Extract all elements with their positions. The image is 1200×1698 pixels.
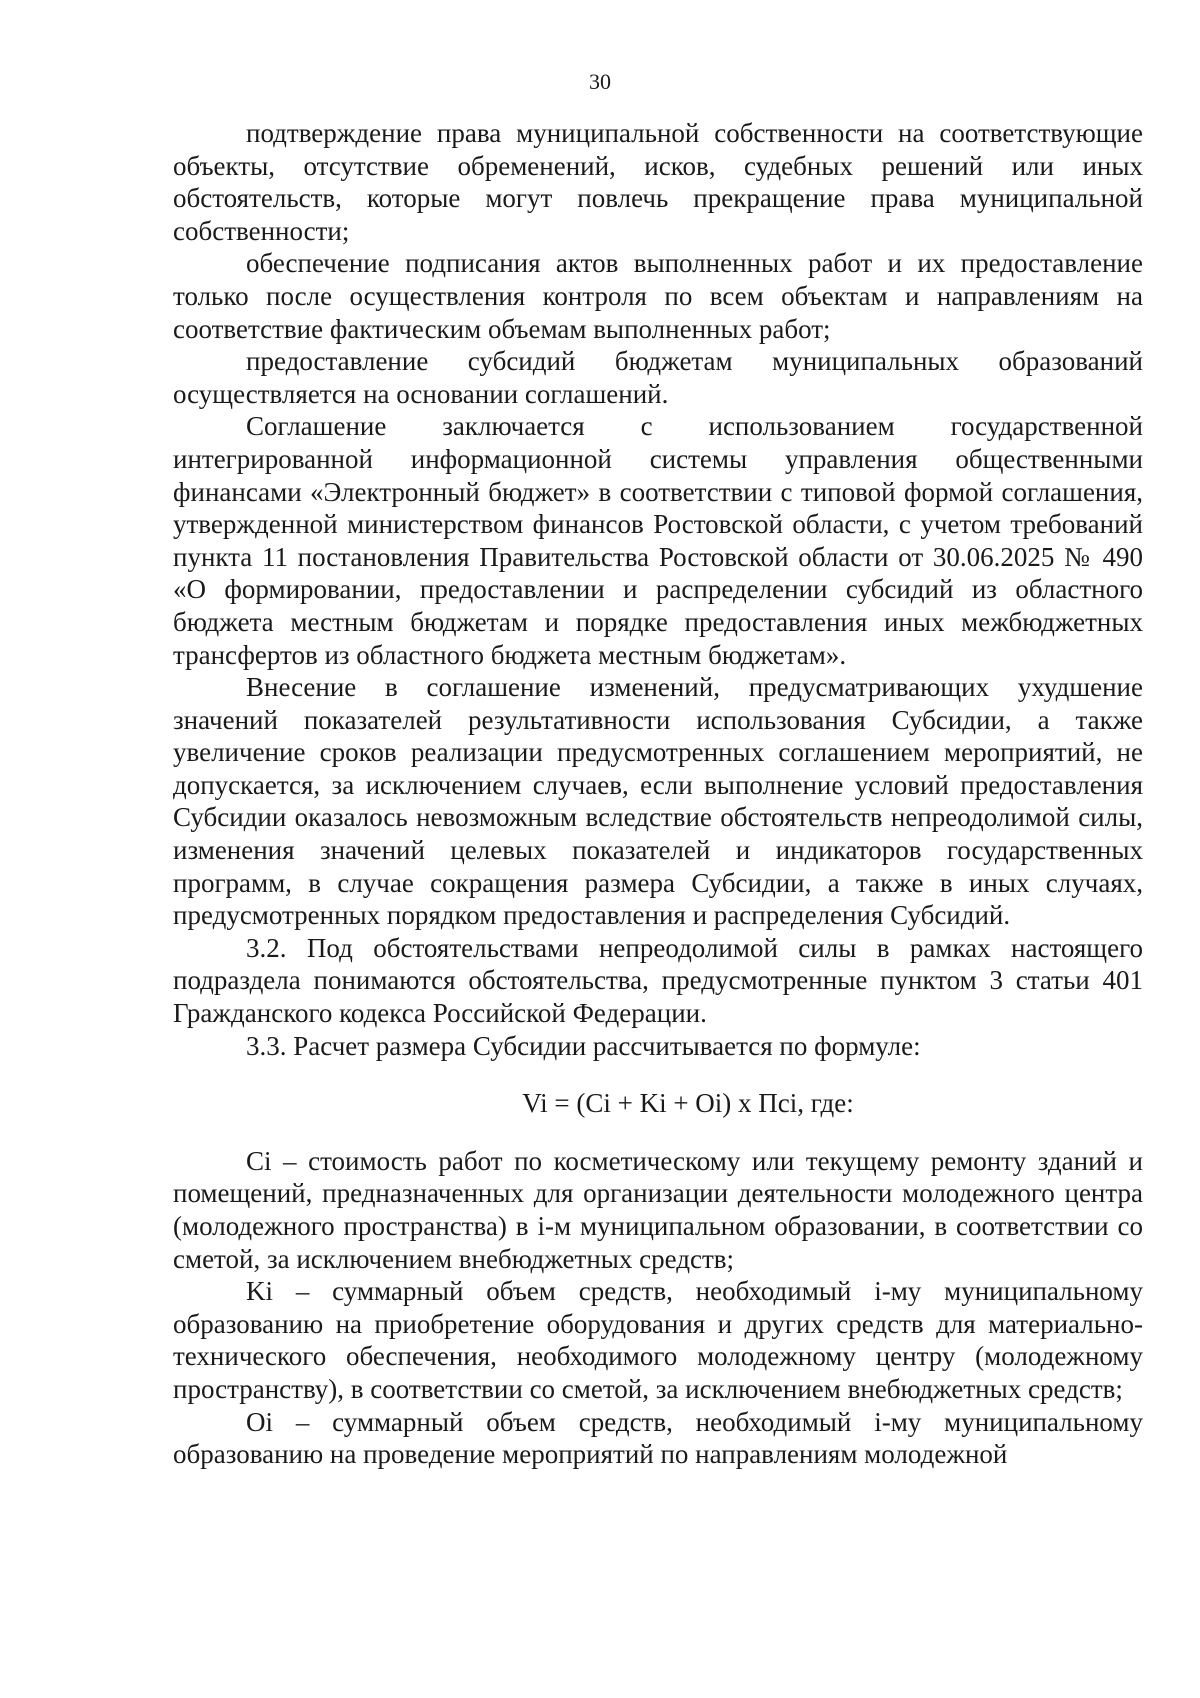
paragraph-ownership-confirmation: подтверждение права муниципальной собственности на соответствующие объекты, отсутствие обременений, исков, судебных решений или иных обстоятельств, которые могут повлечь прекращение права муниципальной собственности; xyxy=(173,118,1143,246)
paragraph-oi-definition: Oi – суммарный объем средств, необходимый i-му муниципальному образованию на проведение мероприятий по направлениям молодежной xyxy=(173,1406,1143,1470)
subsidy-formula: Vi = (Ci + Ki + Oi) x Пci, где: xyxy=(522,1088,854,1119)
document-body xyxy=(173,117,1143,1471)
paragraph-agreement-changes: Внесение в соглашение изменений, предусматривающих ухудшение значений показателей результативности использования Субсидии, а также увеличение сроков реализации предусмотренных соглашением мероприятий, не допускается, за исключением случаев, если выполнение условий предоставления Субсидии оказалось невозможным вследствие обстоятельств непреодолимой силы, изменения значений целевых показателей и индикаторов государственных программ, в случае сокращения размера Субсидии, а также в иных случаях, предусмотренных порядком предоставления и распределения Субсидий. xyxy=(173,672,1143,931)
paragraph-ki-definition: Ki – суммарный объем средств, необходимый i-му муниципальному образованию на приобретение оборудования и других средств для материально-технического обеспечения, необходимого молодежному центру (молодежному пространству), в соответствии со сметой, за исключением внебюджетных средств; xyxy=(173,1276,1143,1404)
page-number: 30 xyxy=(589,69,611,94)
paragraph-ci-definition: Ci – стоимость работ по косметическому или текущему ремонту зданий и помещений, предназначенных для организации деятельности молодежного центра (молодежного пространства) в i-м муниципальном образовании, в соответствии со сметой, за исключением внебюджетных средств; xyxy=(173,1145,1143,1274)
paragraph-section-3-2: 3.2. Под обстоятельствами непреодолимой силы в рамках настоящего подраздела понимаются обстоятельства, предусмотренные пунктом 3 статьи 401 Гражданского кодекса Российской Федерации. xyxy=(173,932,1143,1029)
paragraph-acts-signing: обеспечение подписания актов выполненных работ и их предоставление только после осуществления контроля по всем объектам и направлениям на соответствие фактическим объемам выполненных работ; xyxy=(173,248,1143,344)
paragraph-subsidy-provision: предоставление субсидий бюджетам муниципальных образований осуществляется на основании соглашений. xyxy=(173,346,1143,409)
paragraph-agreement: Соглашение заключается с использованием государственной интегрированной информационной системы управления общественными финансами «Электронный бюджет» в соответствии с типовой формой соглашения, утвержденной министерством финансов Ростовской области, с учетом требований пункта 11 постановления Правительства Ростовской области от 30.06.2025 № 490 «О формировании, предоставлении и распределении субсидий из областного бюджета местным бюджетам и порядке предоставления иных межбюджетных трансфертов из областного бюджета местным бюджетам». xyxy=(173,411,1143,670)
paragraph-section-3-3: 3.3. Расчет размера Субсидии рассчитывается по формуле: xyxy=(246,1030,921,1061)
